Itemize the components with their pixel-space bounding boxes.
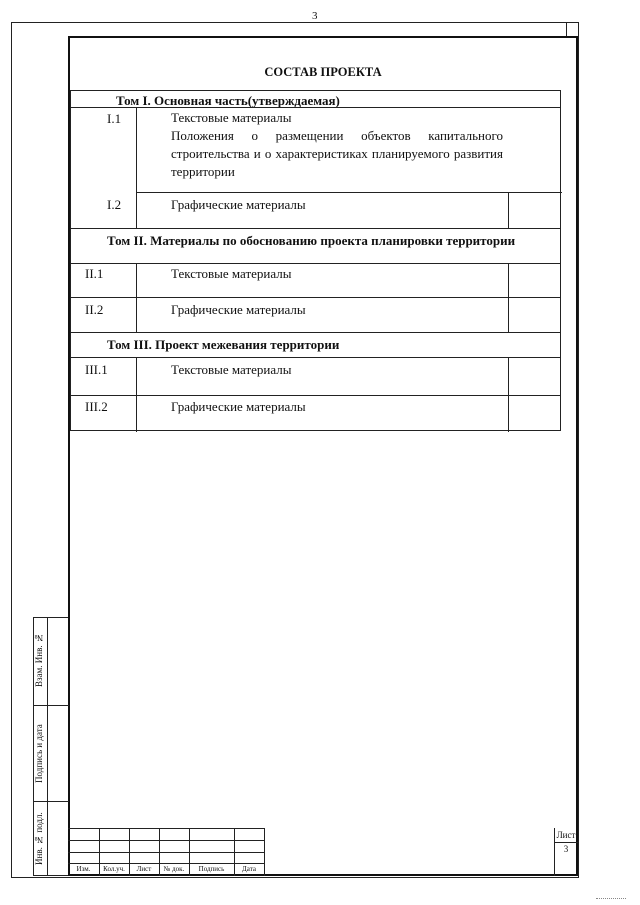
row-divider: [71, 297, 560, 298]
row-divider: [71, 107, 560, 108]
row-code: II.2: [85, 302, 104, 317]
stamp-column-label: Дата: [242, 865, 256, 873]
side-strip-divider: [34, 801, 69, 802]
side-strip: [33, 617, 68, 876]
row-code: II.1: [85, 266, 104, 281]
sheet-label: Лист: [556, 830, 576, 840]
row-code: I.2: [107, 197, 122, 212]
outer-frame-corner: [566, 22, 579, 37]
volume-heading-2: Том II. Материалы по обоснованию проекта планировки территории: [107, 233, 516, 248]
column-divider: [136, 107, 137, 228]
row-divider: [136, 192, 562, 193]
row-label: Графические материалы: [171, 302, 306, 317]
column-divider: [508, 192, 509, 228]
stamp-line: [554, 842, 578, 843]
stamp-line: [264, 828, 265, 876]
original-inventory-label: Инв. № подл.: [34, 812, 44, 866]
title-block-stamp: [68, 828, 578, 876]
stamp-line: [554, 828, 555, 876]
page-number: 3: [312, 10, 318, 22]
stamp-column-label: Изм.: [76, 865, 91, 873]
row-label: Графические материалы: [171, 197, 306, 212]
column-divider: [508, 263, 509, 332]
row-code: III.2: [85, 399, 108, 414]
row-label: Текстовые материалы: [171, 110, 292, 125]
row-label: Графические материалы: [171, 399, 306, 414]
column-divider: [136, 263, 137, 332]
volume-heading-3: Том III. Проект межевания территории: [107, 337, 340, 352]
contents-table: [70, 90, 561, 431]
row-description: Положения о размещении объектов капитального строительства и о характеристиках планируемого развития территории: [171, 128, 503, 179]
volume-heading-1: Том I. Основная часть(утверждаемая): [116, 93, 340, 108]
column-divider: [136, 357, 137, 432]
row-code: I.1: [107, 111, 122, 126]
row-divider: [71, 395, 560, 396]
stamp-column-label: Кол.уч.: [103, 865, 125, 873]
column-divider: [508, 357, 509, 432]
side-strip-divider: [34, 705, 69, 706]
corner-mark: [596, 898, 626, 903]
sheet-number: 3: [563, 844, 569, 854]
stamp-column-label: Лист: [136, 865, 152, 873]
replace-inventory-label: Взам. Инв. №: [34, 633, 44, 687]
row-divider: [71, 357, 560, 358]
signature-date-label: Подпись и дата: [34, 724, 44, 784]
row-divider: [71, 332, 560, 333]
row-label: Текстовые материалы: [171, 362, 292, 377]
row-code: III.1: [85, 362, 108, 377]
stamp-column-label: Подпись: [198, 865, 225, 873]
stamp-column-label: № док.: [163, 865, 185, 873]
row-divider: [71, 263, 560, 264]
row-label: Текстовые материалы: [171, 266, 292, 281]
document-title: СОСТАВ ПРОЕКТА: [264, 65, 382, 79]
row-divider: [71, 228, 560, 229]
